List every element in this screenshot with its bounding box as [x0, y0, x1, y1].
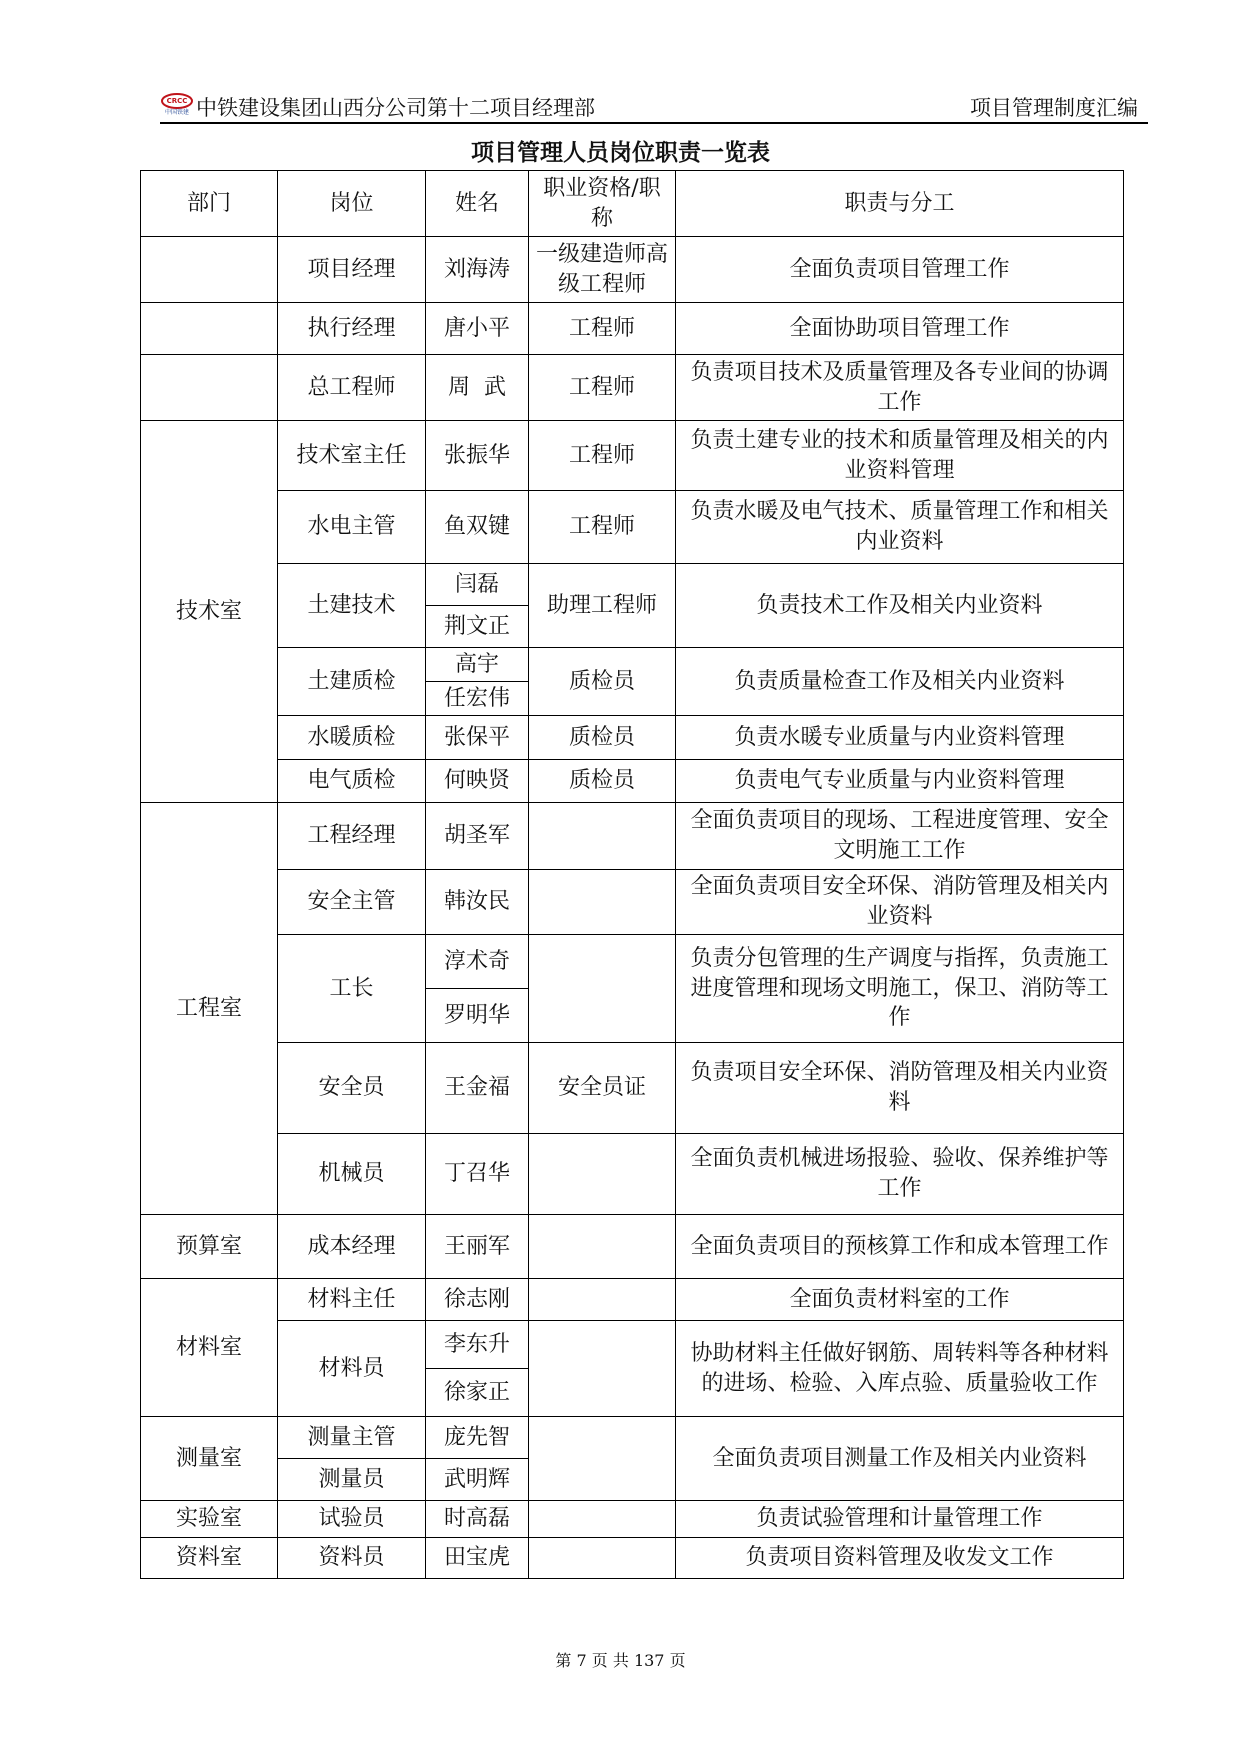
- post-cell: 工程经理: [278, 803, 426, 870]
- table-row: [141, 1215, 1124, 1279]
- post-cell: 机械员: [278, 1134, 426, 1215]
- post-cell: 土建技术: [278, 564, 426, 648]
- duty-cell: 负责分包管理的生产调度与指挥，负责施工进度管理和现场文明施工，保卫、消防等工作: [676, 935, 1124, 1043]
- post-cell: 执行经理: [278, 303, 426, 355]
- department-cell-materials: 材料室: [141, 1279, 278, 1417]
- name-cell: 田宝虎: [426, 1538, 529, 1579]
- department-cell: [141, 303, 278, 355]
- table-row: [141, 803, 1124, 870]
- duty-cell: 负责土建专业的技术和质量管理及相关的内业资料管理: [676, 421, 1124, 491]
- qualification-cell: [529, 1215, 676, 1279]
- header-organization: 中铁建设集团山西分公司第十二项目经理部: [196, 96, 595, 120]
- post-cell: 成本经理: [278, 1215, 426, 1279]
- svg-text:中国铁建: 中国铁建: [164, 109, 190, 116]
- page-header: [160, 90, 1148, 124]
- post-cell: 资料员: [278, 1538, 426, 1579]
- table-header-row: [141, 171, 1124, 237]
- duty-cell: 负责项目技术及质量管理及各专业间的协调工作: [676, 355, 1124, 421]
- duty-cell: 全面协助项目管理工作: [676, 303, 1124, 355]
- post-cell: 材料员: [278, 1321, 426, 1417]
- department-cell: [141, 237, 278, 303]
- name-cell: 周 武: [426, 355, 529, 421]
- duty-cell: 协助材料主任做好钢筋、周转料等各种材料的进场、检验、入库点验、质量验收工作: [676, 1321, 1124, 1417]
- post-cell: 试验员: [278, 1501, 426, 1538]
- svg-text:CRCC: CRCC: [166, 97, 188, 105]
- column-header-qualification: 职业资格/职称: [529, 171, 676, 237]
- department-cell: [141, 355, 278, 421]
- table-row: [141, 237, 1124, 303]
- qualification-cell: 质检员: [529, 716, 676, 760]
- name-cell: 时高磊: [426, 1501, 529, 1538]
- duty-cell: 全面负责项目测量工作及相关内业资料: [676, 1417, 1124, 1501]
- post-cell: 电气质检: [278, 760, 426, 803]
- responsibility-table: [140, 170, 1124, 1579]
- name-cell: 武明辉: [426, 1459, 529, 1501]
- department-cell-survey: 测量室: [141, 1417, 278, 1501]
- duty-cell: 全面负责项目管理工作: [676, 237, 1124, 303]
- column-header-department: 部门: [141, 171, 278, 237]
- name-cell: 张振华: [426, 421, 529, 491]
- table-row: [141, 355, 1124, 421]
- name-cell: 庞先智: [426, 1417, 529, 1459]
- qualification-cell: 工程师: [529, 421, 676, 491]
- post-cell: 材料主任: [278, 1279, 426, 1321]
- qualification-cell: [529, 1134, 676, 1215]
- post-cell: 安全员: [278, 1043, 426, 1134]
- qualification-cell: [529, 1501, 676, 1538]
- column-header-duty: 职责与分工: [676, 171, 1124, 237]
- page-number: 第 7 页 共 137 页: [555, 1651, 686, 1670]
- table-row: [141, 870, 1124, 935]
- name-cell: 任宏伟: [426, 682, 529, 716]
- table-row: [141, 1134, 1124, 1215]
- qualification-cell: 一级建造师高级工程师: [529, 237, 676, 303]
- table-row: [141, 564, 1124, 606]
- qualification-cell: [529, 1538, 676, 1579]
- qualification-cell: [529, 1279, 676, 1321]
- table-row: [141, 716, 1124, 760]
- name-cell: 胡圣军: [426, 803, 529, 870]
- table-row: [141, 648, 1124, 682]
- name-cell: 荆文正: [426, 606, 529, 648]
- duty-cell: 负责项目资料管理及收发文工作: [676, 1538, 1124, 1579]
- post-cell: 项目经理: [278, 237, 426, 303]
- duty-cell: 负责项目安全环保、消防管理及相关内业资料: [676, 1043, 1124, 1134]
- post-cell: 水电主管: [278, 491, 426, 564]
- qualification-cell: [529, 1321, 676, 1417]
- header-document-title: 项目管理制度汇编: [970, 96, 1138, 120]
- name-cell: 王丽军: [426, 1215, 529, 1279]
- duty-cell: 负责试验管理和计量管理工作: [676, 1501, 1124, 1538]
- qualification-cell: 工程师: [529, 303, 676, 355]
- duty-cell: 全面负责项目的预核算工作和成本管理工作: [676, 1215, 1124, 1279]
- qualification-cell: 工程师: [529, 355, 676, 421]
- duty-cell: 负责电气专业质量与内业资料管理: [676, 760, 1124, 803]
- duty-cell: 负责技术工作及相关内业资料: [676, 564, 1124, 648]
- name-cell: 徐志刚: [426, 1279, 529, 1321]
- duty-cell: 负责质量检查工作及相关内业资料: [676, 648, 1124, 716]
- name-cell: 王金福: [426, 1043, 529, 1134]
- company-logo-icon: [160, 92, 194, 116]
- duty-cell: 全面负责项目安全环保、消防管理及相关内业资料: [676, 870, 1124, 935]
- name-cell: 丁召华: [426, 1134, 529, 1215]
- name-cell: 刘海涛: [426, 237, 529, 303]
- post-cell: 测量主管: [278, 1417, 426, 1459]
- page-title: 项目管理人员岗位职责一览表: [471, 140, 770, 166]
- post-cell: 土建质检: [278, 648, 426, 716]
- name-cell: 高宇: [426, 648, 529, 682]
- post-cell: 水暖质检: [278, 716, 426, 760]
- table-row: [141, 1538, 1124, 1579]
- name-cell: 张保平: [426, 716, 529, 760]
- name-cell: 韩汝民: [426, 870, 529, 935]
- table-row: [141, 1417, 1124, 1459]
- qualification-cell: 质检员: [529, 760, 676, 803]
- table-row: [141, 1279, 1124, 1321]
- department-cell-engineering: 工程室: [141, 803, 278, 1215]
- department-cell-records: 资料室: [141, 1538, 278, 1579]
- post-cell: 测量员: [278, 1459, 426, 1501]
- table-row: [141, 1501, 1124, 1538]
- table-row: [141, 935, 1124, 989]
- duty-cell: 全面负责材料室的工作: [676, 1279, 1124, 1321]
- name-cell: 何映贤: [426, 760, 529, 803]
- table-row: [141, 760, 1124, 803]
- table-row: [141, 491, 1124, 564]
- name-cell: 闫磊: [426, 564, 529, 606]
- duty-cell: 全面负责项目的现场、工程进度管理、安全文明施工工作: [676, 803, 1124, 870]
- post-cell: 总工程师: [278, 355, 426, 421]
- qualification-cell: [529, 803, 676, 870]
- name-cell: 唐小平: [426, 303, 529, 355]
- post-cell: 安全主管: [278, 870, 426, 935]
- qualification-cell: 工程师: [529, 491, 676, 564]
- duty-cell: 负责水暖及电气技术、质量管理工作和相关内业资料: [676, 491, 1124, 564]
- table-row: [141, 1321, 1124, 1369]
- department-cell-tech: 技术室: [141, 421, 278, 803]
- post-cell: 工长: [278, 935, 426, 1043]
- qualification-cell: 安全员证: [529, 1043, 676, 1134]
- qualification-cell: [529, 935, 676, 1043]
- qualification-cell: 助理工程师: [529, 564, 676, 648]
- post-cell: 技术室主任: [278, 421, 426, 491]
- table-row: [141, 303, 1124, 355]
- table-row: [141, 421, 1124, 491]
- qualification-cell: [529, 1417, 676, 1501]
- name-cell: 徐家正: [426, 1369, 529, 1417]
- department-cell-budget: 预算室: [141, 1215, 278, 1279]
- column-header-post: 岗位: [278, 171, 426, 237]
- name-cell: 鱼双键: [426, 491, 529, 564]
- name-cell: 李东升: [426, 1321, 529, 1369]
- name-cell: 罗明华: [426, 989, 529, 1043]
- qualification-cell: 质检员: [529, 648, 676, 716]
- duty-cell: 负责水暖专业质量与内业资料管理: [676, 716, 1124, 760]
- department-cell-lab: 实验室: [141, 1501, 278, 1538]
- name-cell: 淳术奇: [426, 935, 529, 989]
- table-row: [141, 1043, 1124, 1134]
- duty-cell: 全面负责机械进场报验、验收、保养维护等工作: [676, 1134, 1124, 1215]
- column-header-name: 姓名: [426, 171, 529, 237]
- qualification-cell: [529, 870, 676, 935]
